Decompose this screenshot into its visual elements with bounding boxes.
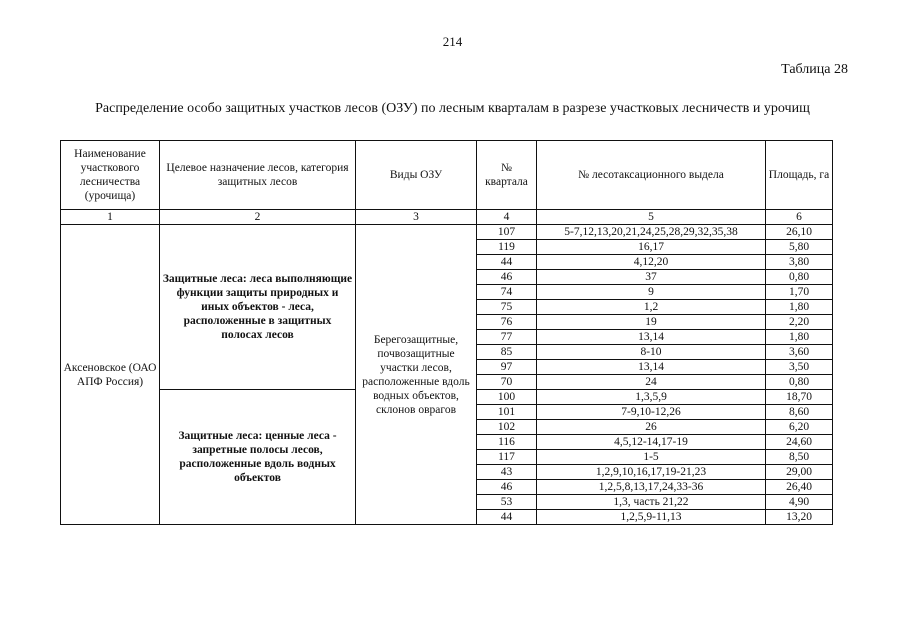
area-cell: 4,90 — [766, 495, 833, 510]
section-cell: 19 — [537, 315, 766, 330]
quarter-cell: 46 — [477, 480, 537, 495]
quarter-cell: 44 — [477, 510, 537, 525]
area-cell: 8,60 — [766, 405, 833, 420]
area-cell: 29,00 — [766, 465, 833, 480]
page-number: 214 — [442, 34, 463, 49]
quarter-cell: 116 — [477, 435, 537, 450]
section-cell: 16,17 — [537, 240, 766, 255]
area-cell: 3,50 — [766, 360, 833, 375]
quarter-cell: 74 — [477, 285, 537, 300]
column-number: 6 — [766, 210, 833, 225]
section-cell: 5-7,12,13,20,21,24,25,28,29,32,35,38 — [537, 225, 766, 240]
header-forestry: Наименование участкового лесничества (урочища) — [61, 141, 160, 210]
quarter-cell: 97 — [477, 360, 537, 375]
area-cell: 0,80 — [766, 375, 833, 390]
quarter-cell: 102 — [477, 420, 537, 435]
table-row — [61, 225, 833, 240]
area-cell: 6,20 — [766, 420, 833, 435]
section-cell: 26 — [537, 420, 766, 435]
section-cell: 24 — [537, 375, 766, 390]
area-cell: 1,80 — [766, 300, 833, 315]
section-cell: 1,2,5,9-11,13 — [537, 510, 766, 525]
column-number: 2 — [160, 210, 356, 225]
quarter-cell: 70 — [477, 375, 537, 390]
area-cell: 0,80 — [766, 270, 833, 285]
area-cell: 3,60 — [766, 345, 833, 360]
column-number: 5 — [537, 210, 766, 225]
ozu-type-cell: Берегозащитные, почвозащитные участки лесов, расположенные вдоль водных объектов, склонов оврагов — [356, 225, 477, 525]
area-cell: 26,40 — [766, 480, 833, 495]
header-section: № лесотаксационного выдела — [537, 141, 766, 210]
column-number: 4 — [477, 210, 537, 225]
table-label: Таблица 28 — [781, 62, 848, 77]
category-cell-protection-strips: Защитные леса: леса выполняющие функции защиты природных и иных объектов - леса, расположенные в защитных полосах лесов — [160, 225, 356, 390]
quarter-cell: 85 — [477, 345, 537, 360]
quarter-cell: 77 — [477, 330, 537, 345]
header-purpose: Целевое назначение лесов, категория защитных лесов — [160, 141, 356, 210]
quarter-cell: 101 — [477, 405, 537, 420]
quarter-cell: 100 — [477, 390, 537, 405]
quarter-cell: 46 — [477, 270, 537, 285]
quarter-cell: 75 — [477, 300, 537, 315]
area-cell: 18,70 — [766, 390, 833, 405]
category-cell-valuable-forests: Защитные леса: ценные леса - запретные полосы лесов, расположенные вдоль водных объектов — [160, 390, 356, 525]
section-cell: 8-10 — [537, 345, 766, 360]
area-cell: 26,10 — [766, 225, 833, 240]
quarter-cell: 107 — [477, 225, 537, 240]
ozu-distribution-table — [60, 140, 833, 525]
section-cell: 1,3,5,9 — [537, 390, 766, 405]
section-cell: 1,2,9,10,16,17,19-21,23 — [537, 465, 766, 480]
document-title: Распределение особо защитных участков лесов (ОЗУ) по лесным кварталам в разрезе участковых лесничеств и урочищ — [95, 101, 810, 116]
area-cell: 8,50 — [766, 450, 833, 465]
column-number: 1 — [61, 210, 160, 225]
area-cell: 1,80 — [766, 330, 833, 345]
section-cell: 9 — [537, 285, 766, 300]
section-cell: 1-5 — [537, 450, 766, 465]
area-cell: 24,60 — [766, 435, 833, 450]
area-cell: 13,20 — [766, 510, 833, 525]
column-number: 3 — [356, 210, 477, 225]
forestry-cell: Аксеновское (ОАО АПФ Россия) — [61, 225, 160, 525]
header-area: Площадь, га — [766, 141, 833, 210]
quarter-cell: 43 — [477, 465, 537, 480]
section-cell: 13,14 — [537, 330, 766, 345]
section-cell: 4,12,20 — [537, 255, 766, 270]
area-cell: 5,80 — [766, 240, 833, 255]
quarter-cell: 76 — [477, 315, 537, 330]
header-ozu-type: Виды ОЗУ — [356, 141, 477, 210]
column-number-row — [61, 210, 833, 225]
header-quarter: № квартала — [477, 141, 537, 210]
section-cell: 1,2 — [537, 300, 766, 315]
section-cell: 1,2,5,8,13,17,24,33-36 — [537, 480, 766, 495]
section-cell: 1,3, часть 21,22 — [537, 495, 766, 510]
quarter-cell: 117 — [477, 450, 537, 465]
quarter-cell: 119 — [477, 240, 537, 255]
section-cell: 7-9,10-12,26 — [537, 405, 766, 420]
header-row — [61, 141, 833, 210]
section-cell: 4,5,12-14,17-19 — [537, 435, 766, 450]
area-cell: 3,80 — [766, 255, 833, 270]
quarter-cell: 44 — [477, 255, 537, 270]
section-cell: 13,14 — [537, 360, 766, 375]
quarter-cell: 53 — [477, 495, 537, 510]
area-cell: 2,20 — [766, 315, 833, 330]
area-cell: 1,70 — [766, 285, 833, 300]
section-cell: 37 — [537, 270, 766, 285]
